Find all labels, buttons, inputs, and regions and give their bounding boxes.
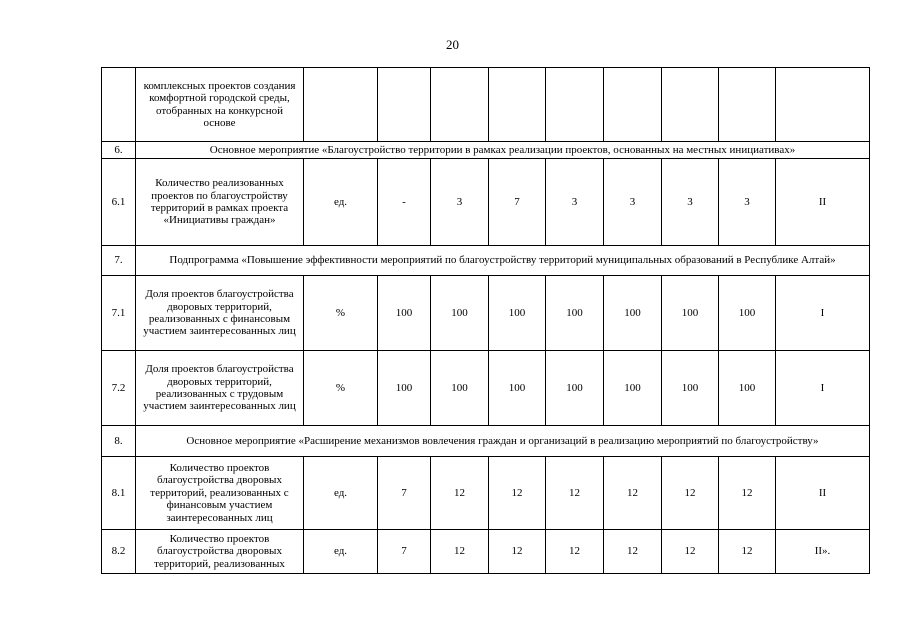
- indicator-cell: Количество проектов благоустройства дворовых территорий, реализованных с финансовым участием заинтересованных лиц: [136, 457, 304, 530]
- row-number: 8.2: [102, 530, 136, 574]
- value-cell: 100: [378, 276, 431, 351]
- value-cell: 3: [662, 159, 719, 246]
- value-cell: 100: [431, 351, 489, 426]
- value-cell: 7: [378, 457, 431, 530]
- value-cell: 100: [719, 351, 776, 426]
- table-row: [102, 276, 870, 351]
- value-cell: 12: [546, 457, 604, 530]
- indicators-table: [101, 67, 870, 574]
- unit-cell: %: [304, 276, 378, 351]
- value-cell: 3: [546, 159, 604, 246]
- indicator-cell: Доля проектов благоустройства дворовых территорий, реализованных с финансовым участием заинтересованных лиц: [136, 276, 304, 351]
- value-cell: 12: [431, 530, 489, 574]
- section-number: 6.: [102, 142, 136, 159]
- value-cell: 3: [604, 159, 662, 246]
- value-cell: 100: [489, 351, 546, 426]
- row-number-cell: [102, 68, 136, 142]
- note-cell: I: [776, 276, 870, 351]
- value-cell: 100: [719, 276, 776, 351]
- note-cell: II».: [776, 530, 870, 574]
- section-number: 8.: [102, 426, 136, 457]
- indicator-cell: Количество реализованных проектов по благоустройству территорий в рамках проекта «Инициативы граждан»: [136, 159, 304, 246]
- value-cell: 12: [489, 530, 546, 574]
- value-cell: 3: [431, 159, 489, 246]
- unit-cell: [304, 68, 378, 142]
- value-cell: 100: [431, 276, 489, 351]
- value-cell: 100: [662, 276, 719, 351]
- section-row: [102, 246, 870, 276]
- value-cell: 100: [546, 276, 604, 351]
- row-number: 7.1: [102, 276, 136, 351]
- value-cell: 100: [489, 276, 546, 351]
- table-row: [102, 159, 870, 246]
- value-cell: [489, 68, 546, 142]
- unit-cell: ед.: [304, 457, 378, 530]
- value-cell: [431, 68, 489, 142]
- value-cell: 12: [546, 530, 604, 574]
- value-cell: [546, 68, 604, 142]
- value-cell: [662, 68, 719, 142]
- unit-cell: ед.: [304, 530, 378, 574]
- note-cell: II: [776, 457, 870, 530]
- value-cell: 12: [719, 457, 776, 530]
- value-cell: 100: [662, 351, 719, 426]
- unit-cell: ед.: [304, 159, 378, 246]
- indicator-cell: Количество проектов благоустройства дворовых территорий, реализованных: [136, 530, 304, 574]
- value-cell: [604, 68, 662, 142]
- value-cell: 100: [378, 351, 431, 426]
- value-cell: 12: [489, 457, 546, 530]
- value-cell: 100: [546, 351, 604, 426]
- section-row: [102, 142, 870, 159]
- value-cell: 12: [662, 457, 719, 530]
- indicator-cell: Доля проектов благоустройства дворовых территорий, реализованных с трудовым участием заинтересованных лиц: [136, 351, 304, 426]
- value-cell: [378, 68, 431, 142]
- indicator-cell: комплексных проектов создания комфортной городской среды, отобранных на конкурсной основе: [136, 68, 304, 142]
- unit-cell: %: [304, 351, 378, 426]
- value-cell: 12: [431, 457, 489, 530]
- section-number: 7.: [102, 246, 136, 276]
- section-title: Основное мероприятие «Благоустройство территории в рамках реализации проектов, основанных на местных инициативах»: [136, 142, 870, 159]
- value-cell: 100: [604, 276, 662, 351]
- table-row: [102, 457, 870, 530]
- row-number: 6.1: [102, 159, 136, 246]
- value-cell: 7: [489, 159, 546, 246]
- section-title: Подпрограмма «Повышение эффективности мероприятий по благоустройству территорий муниципальных образований в Республике Алтай»: [136, 246, 870, 276]
- value-cell: 12: [719, 530, 776, 574]
- note-cell: I: [776, 351, 870, 426]
- value-cell: 7: [378, 530, 431, 574]
- value-cell: 3: [719, 159, 776, 246]
- table-row: [102, 351, 870, 426]
- value-cell: 12: [662, 530, 719, 574]
- value-cell: -: [378, 159, 431, 246]
- value-cell: 100: [604, 351, 662, 426]
- table-row: [102, 530, 870, 574]
- row-number: 8.1: [102, 457, 136, 530]
- row-number: 7.2: [102, 351, 136, 426]
- value-cell: 12: [604, 530, 662, 574]
- section-title: Основное мероприятие «Расширение механизмов вовлечения граждан и организаций в реализацию мероприятий по благоустройству»: [136, 426, 870, 457]
- continuation-row: [102, 68, 870, 142]
- note-cell: [776, 68, 870, 142]
- section-row: [102, 426, 870, 457]
- note-cell: II: [776, 159, 870, 246]
- value-cell: [719, 68, 776, 142]
- page-number: 20: [446, 37, 459, 52]
- value-cell: 12: [604, 457, 662, 530]
